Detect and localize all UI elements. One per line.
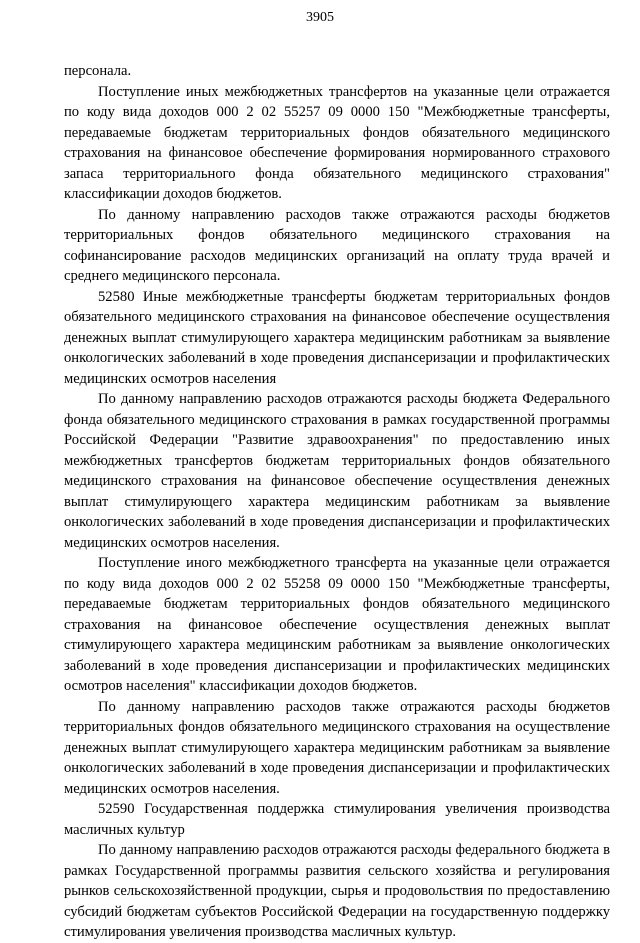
- paragraph-cofinancing-salaries: По данному направлению расходов также отражаются расходы бюджетов территориальных фондов обязательного медицинского страхования на софинансирование расходов медицинских организаций на оплату труда врачей и среднего медицинского персонала.: [64, 206, 610, 284]
- document-body: [64, 61, 610, 943]
- paragraph-income-transfers-55258: Поступление иного межбюджетного трансферта на указанные цели отражается по коду вида доходов 000 2 02 55258 09 0000 150 "Межбюджетные трансферты, передаваемые бюджетам территориальных фондов обязательного медицинского страхования на финансовое обеспечение осуществления денежных выплат стимулирующего характера медицинским работникам за выявление онкологических заболеваний в ходе проведения диспансеризации и профилактических медицинских осмотров населения" классификации доходов бюджетов.: [64, 555, 610, 694]
- paragraph-continuation: персонала.: [64, 63, 132, 79]
- paragraph-federal-fund-expenses: По данному направлению расходов отражаются расходы бюджета Федерального фонда обязательного медицинского страхования в рамках государственной программы Российской Федерации "Развитие здравоохранения" по предоставлению иных межбюджетных трансфертов бюджетам территориальных фондов обязательного медицинского страхования на финансовое обеспечение осуществления денежных выплат стимулирующего характера медицинским работникам за выявление онкологических заболеваний в ходе проведения диспансеризации и профилактических медицинских осмотров населения.: [64, 391, 610, 551]
- section-heading-52580: 52580 Иные межбюджетные трансферты бюджетам территориальных фондов обязательного медицинского страхования на финансовое обеспечение осуществления денежных выплат стимулирующего характера медицинским работникам за выявление онкологических заболеваний в ходе проведения диспансеризации и профилактических медицинских осмотров населения: [64, 288, 610, 387]
- paragraph-territorial-funds-expenses: По данному направлению расходов также отражаются расходы бюджетов территориальных фондов обязательного медицинского страхования на осуществление денежных выплат стимулирующего характера медицинским работникам за выявление онкологических заболеваний в ходе проведения диспансеризации и профилактических медицинских осмотров населения.: [64, 698, 610, 797]
- paragraph-oilseed-support: По данному направлению расходов отражаются расходы федерального бюджета в рамках Государственной программы развития сельского хозяйства и регулирования рынков сельскохозяйственной продукции, сырья и продовольствия по предоставлению субсидий бюджетам субъектов Российской Федерации на государственную поддержку стимулирования увеличения производства масличных культур.: [64, 842, 610, 940]
- paragraph-income-transfers-55257: Поступление иных межбюджетных трансфертов на указанные цели отражается по коду вида доходов 000 2 02 55257 09 0000 150 "Межбюджетные трансферты, передаваемые бюджетам территориальных фондов обязательного медицинского страхования на финансовое обеспечение формирования нормированного страхового запаса территориального фонда обязательного медицинского страхования" классификации доходов бюджетов.: [64, 83, 610, 202]
- page-number: 3905: [306, 10, 334, 25]
- section-heading-52590: 52590 Государственная поддержка стимулирования увеличения производства масличных культур: [64, 801, 610, 838]
